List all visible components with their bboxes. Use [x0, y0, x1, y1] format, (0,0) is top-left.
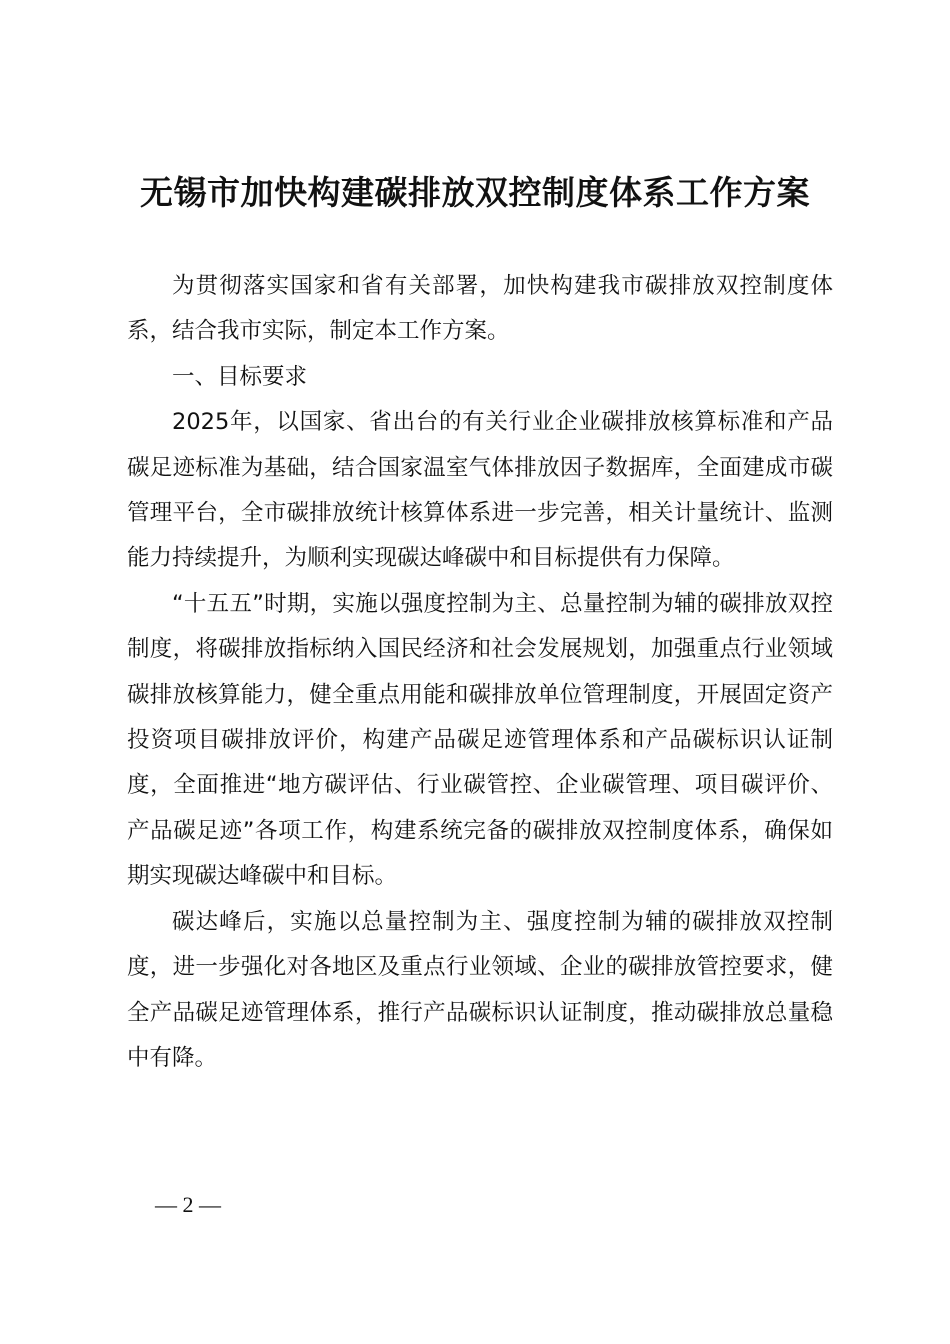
document-title: 无锡市加快构建碳排放双控制度体系工作方案 — [140, 173, 810, 212]
section-heading-goals: 一、目标要求 — [172, 363, 308, 390]
document-body — [127, 264, 833, 1081]
page-number: — 2 — — [155, 1192, 221, 1217]
paragraph-post-peak: 碳达峰后，实施以总量控制为主、强度控制为辅的碳排放双控制度，进一步强化对各地区及重点行业领域、企业的碳排放管控要求，健全产品碳足迹管理体系，推行产品碳标识认证制度，推动碳排放总量稳中有降。 — [127, 908, 833, 1071]
paragraph-15th-five-year: “十五五”时期，实施以强度控制为主、总量控制为辅的碳排放双控制度，将碳排放指标纳入国民经济和社会发展规划，加强重点行业领域碳排放核算能力，健全重点用能和碳排放单位管理制度，开展固定资产投资项目碳排放评价，构建产品碳足迹管理体系和产品碳标识认证制度，全面推进“地方碳评估、行业碳管控、企业碳管理、项目碳评价、产品碳足迹”各项工作，构建系统完备的碳排放双控制度体系，确保如期实现碳达峰碳中和目标。 — [127, 590, 833, 890]
paragraph-2025-goals: 2025年，以国家、省出台的有关行业企业碳排放核算标准和产品碳足迹标准为基础，结合国家温室气体排放因子数据库，全面建成市碳管理平台，全市碳排放统计核算体系进一步完善，相关计量统计、监测能力持续提升，为顺利实现碳达峰碳中和目标提供有力保障。 — [127, 409, 833, 572]
intro-paragraph: 为贯彻落实国家和省有关部署，加快构建我市碳排放双控制度体系，结合我市实际，制定本工作方案。 — [127, 273, 833, 345]
